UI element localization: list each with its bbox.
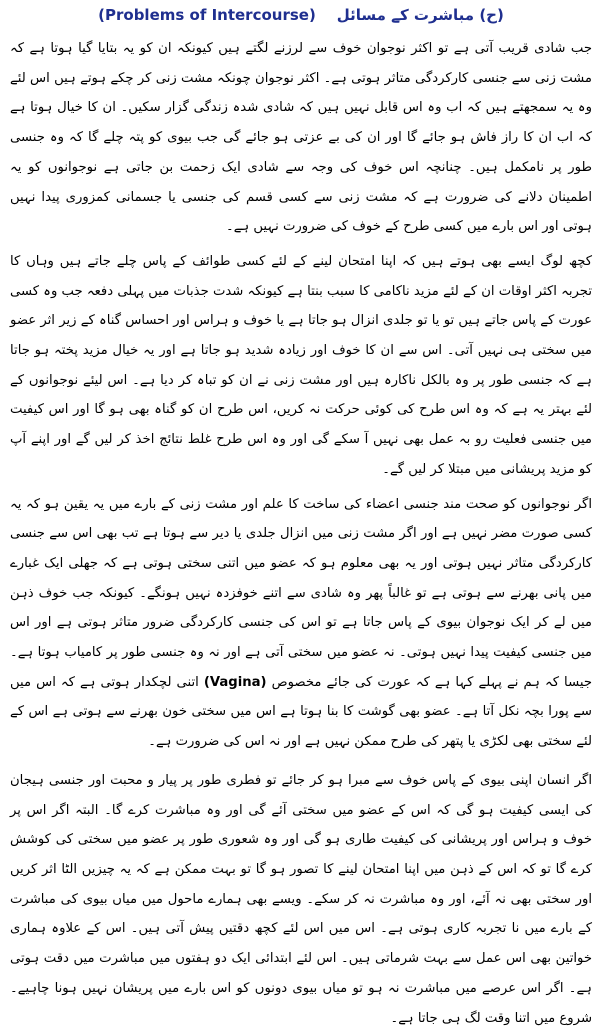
heading-english: (Problems of Intercourse)	[98, 6, 316, 24]
paragraph-2: کچھ لوگ ایسے بھی ہوتے ہیں کہ اپنا امتحان لینے کے لئے کسی طوائف کے پاس چلے جاتے ہیں وہاں کا تجربہ اکثر اوقات ان کے لئے مزید ناکامی کا سبب بنتا ہے کیونکہ شدت جذبات میں پہلی دفعہ جب وہ کسی عورت کے پاس جاتے ہیں تو یا تو جلدی انزال ہو جاتا ہے یا خوف و ہراس اور احساس گناہ کے زیر اثر عضو میں سختی ہی نہیں آتی۔ اس سے ان کا خوف اور زیادہ شدید ہو جاتا ہے اور یہ خیال مزید پختہ ہو جاتا ہے کہ جنسی طور پر وہ بالکل ناکارہ ہیں اور مشت زنی نے ان کو تباہ کر دیا ہے۔ اس لیئے نوجوانوں کے لئے بہتر یہ ہے کہ وہ اس طرح کی کوئی حرکت نہ کریں، اس طرح ان کو گناہ بھی ہو گا اور اس کیفیت میں جنسی فعلیت رو بہ عمل بھی نہیں آ سکے گی اور وہ اس طرح غلط نتائج اخذ کر لیں گے اور اپنے آپ کو مزید پریشانی میں مبتلا کر لیں گے۔	[10, 253, 592, 477]
paragraph-3-latin-term: (Vagina)	[203, 674, 267, 690]
heading-urdu: (ح) مباشرت کے مسائل	[336, 6, 504, 24]
paragraph-3	[10, 490, 592, 757]
paragraph-3-text-before: اگر نوجوانوں کو صحت مند جنسی اعضاء کی ساخت کا علم اور مشت زنی کے بارے میں یہ یقین ہو کہ یہ کسی صورت مضر نہیں ہے اور اگر مشت زنی میں انزال جلدی یا دیر سے ہوتا ہے تب بھی اس سے جنسی کارکردگی متاثر نہیں ہوتی اور یہ بھی معلوم ہو کہ عضو میں اتنی سختی ہوتی ہے کہ جھلی ایک غبارے میں پانی بھرنے سے ہوتی ہے تو غالباً پھر وہ شادی سے اتنے خوفزدہ نہیں ہونگے۔ کیونکہ جب خوف ذہن میں لے کر ایک نوجوان بیوی کے پاس جاتا ہے تو اس کی جنسی کارکردگی ضرور متاثر ہوتی ہے اور اس میں جنسی کیفیت پیدا نہیں ہوتی۔ نہ عضو میں سختی آتی ہے اور نہ وہ جنسی طور پر کامیاب ہوتا ہے۔ جیسا کہ ہم نے پہلے کہا ہے کہ عورت کی جائے مخصوص	[10, 496, 592, 690]
paragraph-4: اگر انسان اپنی بیوی کے پاس خوف سے مبرا ہو کر جائے تو فطری طور پر پیار و محبت اور جنسی ہیجان کی ایسی کیفیت ہو گی کہ اس کے عضو میں سختی آئے گی اور وہ مباشرت کرے گا۔ البتہ اگر اس پر خوف و ہراس اور پریشانی کی کیفیت طاری ہو گی اور وہ شعوری طور پر عضو میں سختی کی کوشش کرے گا تو کہ اس کے ذہن میں اپنا امتحان لینے کا تصور ہو گا تو بہت ممکن ہے کہ یہ چیزیں الٹا اثر کریں اور سختی بھی نہ آئے، اور وہ مباشرت نہ کر سکے۔ ویسے بھی ہمارے ماحول میں میاں بیوی کی مباشرت کے بارے میں نا تجربہ کاری ہوتی ہے۔ اس میں اس لئے کچھ دقتیں پیش آتی ہیں۔ اس کے علاوہ ہماری خواتین بھی اس عمل سے بہت شرماتی ہیں۔ اس لئے ابتدائی ایک دو ہفتوں میں مباشرت میں دقت ہوتی ہے۔ اگر اس عرصے میں مباشرت نہ ہو تو میاں بیوی دونوں کو اس بارے میں پریشان نہیں ہونا چاہیے۔ شروع میں اتنا وقت لگ ہی جاتا ہے۔	[10, 772, 592, 1026]
section-heading	[10, 4, 592, 28]
paragraph-1: جب شادی قریب آتی ہے تو اکثر نوجوان خوف سے لرزنے لگتے ہیں کیونکہ ان کو یہ بتایا گیا ہوتا ہے کہ مشت زنی سے جنسی کارکردگی متاثر ہوتی ہے۔ اکثر نوجوان چونکہ مشت زنی کر چکے ہوتے ہیں اس لئے وہ یہ سمجھتے ہیں کہ اب وہ اس قابل نہیں ہیں کہ شادی شدہ زندگی گزار سکیں۔ ان کا خیال ہوتا ہے کہ اب ان کا راز فاش ہو جائے گا اور ان کی بے عزتی ہو جائے گی جب بیوی کو پتہ چلے گا کہ وہ جنسی طور پر نامکمل ہیں۔ چنانچہ اس خوف کی وجہ سے شادی ایک زحمت بن جاتی ہے نوجوانوں کو یہ اطمینان دلانے کی ضرورت ہے کہ مشت زنی سے کسی قسم کی جنسی یا جسمانی کمزوری پیدا نہیں ہوتی اور اس بارے میں کسی طرح کے خوف کی ضرورت نہیں ہے۔	[10, 41, 592, 235]
document-body	[10, 34, 592, 1031]
paragraph-3-text-after: اتنی لچکدار ہوتی ہے کہ اس میں سے پورا بچہ نکل آتا ہے۔ عضو بھی گوشت کا بنا ہوتا ہے اس میں سختی خون بھرنے سے ہوتی ہے اس کے لئے سختی بھی لکڑی یا پتھر کی طرح ممکن نہیں ہے اور نہ اس کی ضرورت ہے۔	[10, 674, 592, 750]
